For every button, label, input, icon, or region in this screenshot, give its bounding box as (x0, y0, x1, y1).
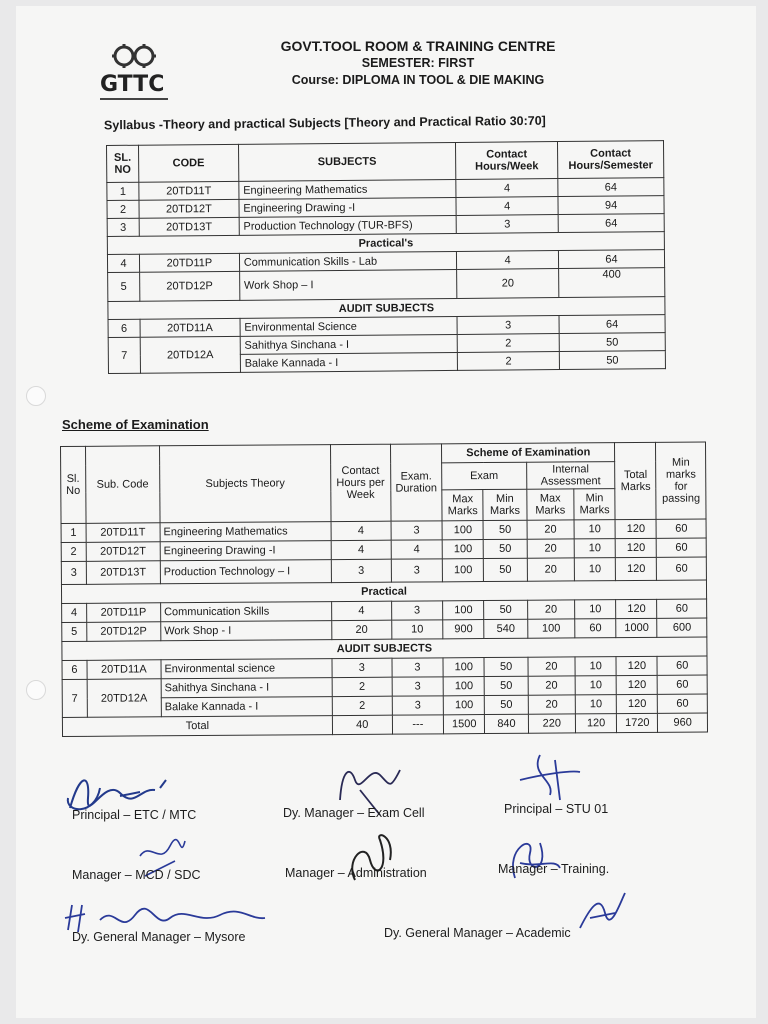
cell: Sahithya Sinchana - I (161, 678, 332, 698)
cell: Production Technology – I (160, 560, 331, 584)
cell: 1500 (444, 715, 485, 734)
cell: 10 (575, 657, 616, 676)
header-cell: Exam. Duration (390, 444, 442, 521)
cell: 20TD12P (140, 271, 240, 301)
cell: 20 (457, 269, 559, 299)
cell: 1 (61, 523, 86, 542)
signature-label: Manager – MCD / SDC (72, 868, 201, 882)
cell: 20 (528, 676, 576, 695)
cell: 20TD11P (139, 253, 239, 272)
cell: 10 (575, 600, 616, 619)
cell: --- (392, 715, 444, 734)
cell: 3 (392, 677, 444, 696)
section-label: AUDIT SUBJECTS (62, 637, 707, 661)
total-row (62, 713, 707, 737)
header-cell: Internal Assessment (526, 462, 615, 490)
semester-title: SEMESTER: FIRST (361, 56, 475, 70)
cell: 120 (616, 656, 657, 675)
cell: 64 (558, 214, 664, 233)
cell: 64 (559, 315, 665, 334)
cell: 60 (657, 599, 707, 618)
signature-label: Dy. Manager – Exam Cell (283, 806, 425, 820)
cell: 20 (527, 520, 575, 539)
cell: 3 (457, 316, 559, 335)
cell: 10 (574, 520, 615, 539)
cell: Environmental science (161, 659, 332, 679)
cell: 960 (658, 713, 708, 732)
cell: 4 (391, 540, 443, 559)
cell: 20 (528, 695, 576, 714)
signature-label: Dy. General Manager – Academic (384, 926, 571, 940)
cell: 6 (62, 660, 87, 679)
cell: 20TD11T (139, 181, 239, 200)
cell: 100 (443, 601, 484, 620)
cell: 50 (484, 657, 527, 676)
cell: 120 (616, 694, 657, 713)
cell: 100 (443, 696, 484, 715)
cell: 100 (442, 559, 483, 582)
cell: 20 (527, 558, 575, 581)
cell: 3 (391, 559, 443, 582)
cell: 4 (457, 251, 559, 270)
cell: Environmental Science (240, 316, 458, 336)
cell: 2 (332, 677, 392, 696)
punch-hole (26, 680, 46, 700)
cell: 600 (657, 618, 707, 637)
cell: 20TD12A (140, 336, 240, 373)
cell: 20 (332, 620, 392, 639)
signature-label: Manager – Administration (285, 866, 427, 880)
header-cell: Min Marks (483, 489, 526, 520)
cell: Engineering Mathematics (160, 522, 331, 542)
cell: 64 (558, 178, 664, 197)
cell: 10 (574, 539, 615, 558)
cell: 40 (332, 715, 392, 734)
cell: 3 (392, 658, 444, 677)
signature-label: Principal – ETC / MTC (72, 808, 197, 822)
cell: 3 (332, 658, 392, 677)
cell: 3 (392, 696, 444, 715)
cell: 5 (62, 622, 87, 641)
logo-text: GTTC (100, 72, 165, 97)
table-header-row (107, 141, 664, 183)
cell: 20TD13T (139, 217, 239, 236)
signature-scribble (500, 750, 590, 810)
cell: 3 (456, 215, 558, 234)
cell: 20TD11P (86, 603, 160, 623)
header-cell: Contact Hours/Week (456, 142, 558, 180)
cell: 1720 (617, 713, 658, 732)
cell: 4 (62, 603, 87, 622)
cell: 1000 (616, 618, 657, 637)
cell: 2 (61, 542, 86, 561)
cell: 1 (107, 182, 139, 200)
cell: Sahithya Sinchana - I (240, 334, 458, 354)
header-cell: Scheme of Examination (442, 443, 615, 463)
signature-label: Principal – STU 01 (504, 802, 609, 816)
header-cell: Max Marks (442, 490, 483, 521)
header-cell: SL. NO (107, 145, 139, 182)
cell: 50 (484, 600, 527, 619)
cell: Communication Skills - Lab (239, 251, 457, 271)
header-cell: Min Marks (574, 489, 615, 520)
cell: 3 (391, 521, 443, 540)
cell: 3 (391, 601, 443, 620)
cell: 60 (575, 619, 616, 638)
cell: 120 (616, 599, 657, 618)
header-cell: Contact Hours per Week (330, 444, 390, 521)
gear-logo-icon (100, 42, 172, 74)
header-cell: Subjects Theory (159, 445, 331, 523)
cell: 20TD12P (86, 622, 160, 642)
header-cell: Max Marks (526, 489, 574, 520)
cell: 60 (658, 694, 708, 713)
cell: 60 (657, 656, 707, 675)
section-label: Practical (61, 580, 706, 604)
cell: 50 (559, 333, 665, 352)
cell: Balake Kannada - I (161, 697, 332, 717)
syllabus-table (106, 140, 666, 374)
cell: 10 (574, 558, 615, 581)
cell: 2 (457, 352, 559, 371)
punch-hole (26, 386, 46, 406)
signature-label: Manager – Training. (498, 862, 610, 876)
exam-section-title: Scheme of Examination (62, 417, 209, 432)
header-cell: SUBJECTS (238, 142, 456, 181)
cell: Work Shop - I (161, 621, 332, 641)
cell: 120 (615, 519, 656, 538)
course-title: Course: DIPLOMA IN TOOL & DIE MAKING (291, 73, 545, 87)
cell: 3 (331, 559, 391, 582)
cell: 4 (331, 540, 391, 559)
cell: Work Shop – I (239, 269, 457, 300)
cell: 20TD13T (86, 561, 160, 585)
cell: 540 (484, 619, 527, 638)
logo-underline (100, 98, 168, 100)
cell: 20TD11T (86, 523, 160, 543)
signature-scribble (500, 828, 570, 888)
cell: 4 (456, 179, 558, 198)
cell: 60 (656, 519, 706, 538)
cell: 94 (558, 196, 664, 215)
header-cell: Exam (442, 462, 527, 490)
cell: 20TD11A (87, 660, 161, 680)
header-cell: CODE (138, 144, 238, 182)
cell: 60 (658, 675, 708, 694)
cell: 400 (559, 268, 665, 298)
cell: 20TD12T (86, 542, 160, 562)
cell: Engineering Drawing -I (239, 197, 457, 217)
cell: 20 (527, 600, 575, 619)
cell: 50 (483, 520, 526, 539)
cell: 64 (558, 250, 664, 269)
cell: 60 (657, 538, 707, 557)
cell: 120 (615, 538, 656, 557)
cell: 10 (575, 676, 616, 695)
cell: 4 (107, 254, 139, 272)
cell: 7 (108, 337, 140, 373)
cell: 50 (485, 695, 528, 714)
cell: 100 (443, 677, 484, 696)
cell: 100 (442, 521, 483, 540)
cell: 20TD12T (139, 199, 239, 218)
section-label: Practical's (107, 232, 664, 255)
cell: Engineering Mathematics (239, 179, 457, 199)
signature-scribble (335, 830, 405, 890)
cell: 100 (442, 540, 483, 559)
cell: 120 (575, 714, 616, 733)
cell: Engineering Drawing -I (160, 541, 331, 561)
cell: 50 (484, 558, 527, 581)
cell: 10 (575, 695, 616, 714)
signature-label: Dy. General Manager – Mysore (72, 930, 246, 944)
cell: 100 (443, 658, 484, 677)
cell: 100 (527, 619, 575, 638)
cell: 10 (391, 620, 443, 639)
cell: 840 (485, 714, 528, 733)
header-cell: Min marks for passing (656, 442, 706, 519)
cell: 220 (528, 714, 576, 733)
exam-scheme-table (60, 441, 708, 737)
header-cell: Total Marks (615, 442, 657, 519)
syllabus-title: Syllabus -Theory and practical Subjects [Theory and Practical Ratio 30:70] (103, 113, 546, 133)
header-cell: Contact Hours/Semester (558, 141, 664, 179)
cell: Balake Kannada - I (240, 352, 458, 372)
cell: 4 (331, 521, 391, 540)
cell: 120 (616, 557, 657, 580)
cell: 4 (456, 197, 558, 216)
cell: 50 (485, 676, 528, 695)
cell: 50 (559, 351, 665, 370)
cell: 2 (457, 334, 559, 353)
signature-scribble (570, 888, 630, 938)
cell: Communication Skills (160, 602, 331, 622)
section-label: AUDIT SUBJECTS (108, 297, 665, 320)
cell: 900 (443, 620, 484, 639)
cell: Production Technology (TUR-BFS) (239, 215, 457, 235)
cell: 5 (108, 272, 140, 301)
gttc-logo (100, 42, 172, 104)
cell: 20TD12A (87, 679, 161, 718)
cell: 50 (484, 539, 527, 558)
cell: 20 (528, 657, 576, 676)
cell: 120 (616, 675, 657, 694)
header-cell: Sub. Code (85, 446, 160, 524)
cell: 3 (61, 561, 86, 584)
cell: 6 (108, 319, 140, 337)
cell: 2 (332, 696, 392, 715)
header-cell: Sl. No (61, 446, 86, 523)
cell: 60 (657, 557, 707, 580)
org-title: GOVT.TOOL ROOM & TRAINING CENTRE (280, 38, 556, 54)
cell: 20TD11A (140, 318, 240, 337)
cell: 20 (527, 539, 575, 558)
cell: 2 (107, 200, 139, 218)
cell: 7 (62, 679, 87, 717)
cell: 4 (332, 601, 392, 620)
cell: Total (62, 716, 332, 737)
cell: 3 (107, 218, 139, 236)
